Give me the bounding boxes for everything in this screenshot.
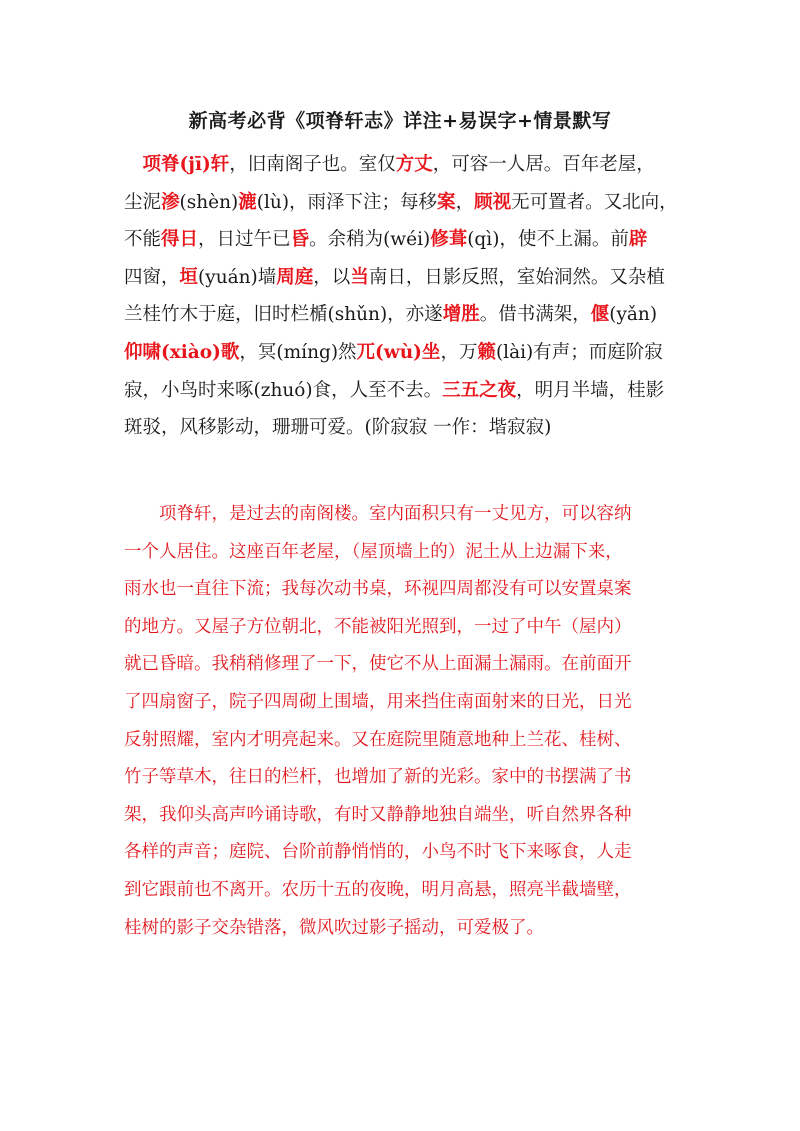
classical-line — [124, 334, 690, 372]
key-term: 顾视 — [474, 191, 512, 213]
text-segment: 无可置者。又北向， — [511, 191, 678, 213]
key-term: 修葺 — [430, 229, 468, 251]
translation-line: 就已昏暗。我稍稍修理了一下，使它不从上面漏土漏雨。在前面开 — [124, 654, 632, 675]
translation-line: 到它跟前也不离开。农历十五的夜晚，明月高悬，照亮半截墙壁， — [124, 879, 632, 900]
key-term: 周庭 — [276, 266, 314, 288]
key-term: 渗 — [161, 191, 180, 213]
translation-line: 各样的声音；庭院、台阶前静悄悄的，小鸟不时飞下来啄食，人走 — [124, 842, 632, 863]
classical-line — [124, 221, 690, 259]
classical-line — [124, 409, 690, 447]
text-segment: ，可容一人居。百年老屋， — [432, 154, 655, 175]
key-term: 辟 — [628, 229, 648, 251]
text-segment: ，明月半墙，桂影 — [516, 379, 665, 401]
page-title: 新高考必背《项脊轩志》详注+易误字+情景默写 — [188, 110, 612, 132]
translation-line: 桂树的影子交杂错落，微风吹过影子摇动，可爱极了。 — [124, 917, 544, 938]
key-term: 方丈 — [395, 154, 433, 175]
translation-text — [124, 496, 690, 947]
text-segment: 斑驳，风移影动，珊珊可爱。(阶寂寂 一作：堦寂寂) — [124, 417, 552, 439]
text-segment: 南日，日影反照，室始洞然。又杂植 — [368, 266, 665, 288]
translation-line: 反射照耀，室内才明亮起来。又在庭院里随意地种上兰花、桂树、 — [124, 729, 632, 750]
translation-line: 竹子等草木，往日的栏杆，也增加了新的光彩。家中的书摆满了书 — [124, 767, 632, 788]
translation-line: 一个人居住。这座百年老屋，（屋顶墙上的）泥土从上边漏下来， — [124, 541, 623, 562]
text-segment: ，冥(míng)然 — [239, 341, 357, 363]
text-segment: 尘泥 — [124, 191, 162, 213]
classical-line — [124, 259, 690, 297]
text-segment: ， — [455, 191, 475, 213]
text-segment: 寂，小鸟时来啄(zhuó)食，人至不去。 — [124, 379, 443, 401]
text-segment: 兰桂竹木于庭，旧时栏楯(shǔn)，亦遂 — [124, 304, 443, 326]
text-segment: (qì)，使不上漏。前 — [467, 229, 629, 251]
key-term: 项脊(jī)轩 — [142, 154, 230, 175]
text-segment: 。借书满架， — [479, 304, 591, 326]
text-segment: (shèn) — [179, 191, 239, 213]
classical-line — [124, 146, 690, 184]
translation-line: 雨水也一直往下流；我每次动书桌，环视四周都没有可以安置桌案 — [124, 579, 632, 600]
text-segment: (lù)，雨泽下注；每移 — [256, 191, 438, 213]
key-term: 兀(wù)坐 — [356, 341, 441, 363]
key-term: 垣 — [179, 266, 199, 288]
translation-line: 的地方。又屋子方位朝北，不能被阳光照到，一过了中午（屋内） — [124, 616, 632, 637]
text-segment: (yǎn) — [609, 304, 658, 326]
key-term: 得日 — [161, 229, 199, 251]
classical-line — [124, 184, 690, 222]
classical-line — [124, 372, 690, 410]
text-segment: (lài)有声；而庭阶寂 — [495, 341, 663, 363]
key-term: 三五之夜 — [442, 379, 517, 401]
text-segment — [124, 154, 143, 175]
classical-line — [124, 296, 690, 334]
text-segment: ，日过午已 — [198, 229, 291, 251]
key-term: 仰啸(xiào)歌 — [124, 341, 240, 363]
translation-line: 架，我仰头高声吟诵诗歌，有时又静静地独自端坐，听自然界各种 — [124, 804, 632, 825]
text-segment: ，旧南阁子也。室仅 — [229, 154, 396, 175]
key-term: 增胜 — [442, 304, 480, 326]
text-segment: (yuán)墙 — [198, 266, 277, 288]
translation-line: 项脊轩，是过去的南阁楼。室内面积只有一丈见方，可以容纳 — [124, 504, 632, 524]
text-segment: 。余稍为(wéi) — [309, 229, 431, 251]
text-segment: 四窗， — [124, 266, 180, 288]
key-term: 昏 — [290, 229, 310, 251]
key-term: 籁 — [477, 341, 496, 363]
text-segment: ，万 — [440, 341, 478, 363]
key-term: 漉 — [238, 191, 257, 213]
key-term: 偃 — [590, 304, 610, 326]
classical-text — [124, 146, 690, 447]
text-segment: 不能 — [124, 229, 162, 251]
text-segment: ，以 — [313, 266, 351, 288]
key-term: 案 — [437, 191, 456, 213]
translation-line: 了四扇窗子，院子四周砌上围墙，用来挡住南面射来的日光，日光 — [124, 691, 632, 712]
key-term: 当 — [350, 266, 369, 288]
